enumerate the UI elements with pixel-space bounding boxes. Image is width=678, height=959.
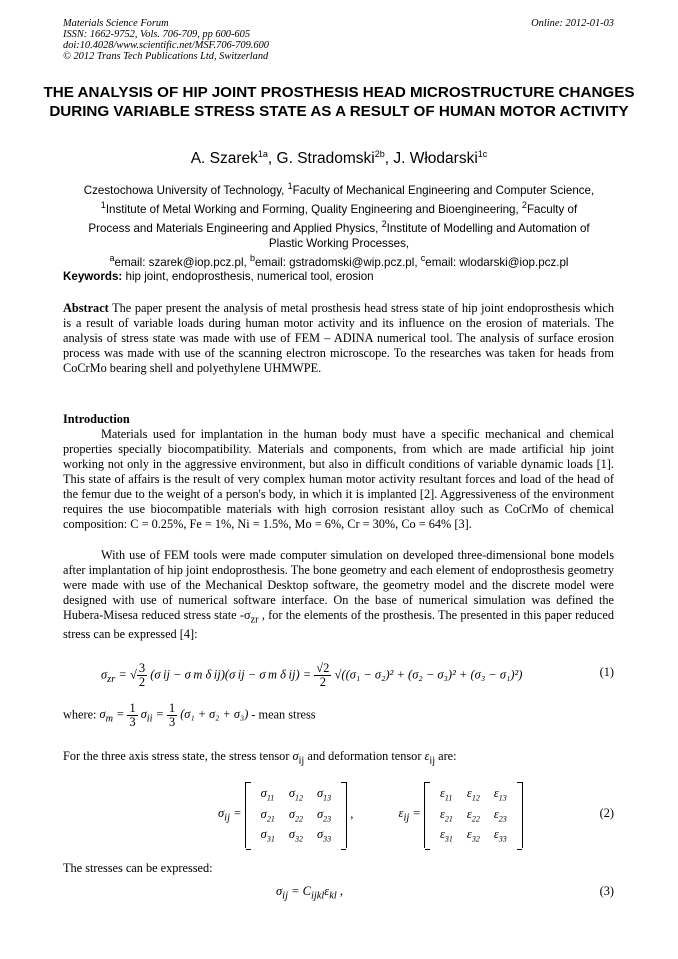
online-date: Online: 2012-01-03 <box>531 18 614 29</box>
email-sup-a: a <box>109 252 115 263</box>
stress-tensor-table <box>254 784 339 846</box>
eq1-frac2-num: √2 <box>316 661 330 675</box>
stress-tensor-matrix <box>245 782 348 848</box>
tensor-intro-sub1: ij <box>298 755 305 767</box>
deformation-tensor-cell: $\varepsilon_{13}$ <box>493 786 507 803</box>
stress-tensor-row <box>254 784 339 805</box>
where-sum: (σ₁ + σ₂ + σ₃) <box>180 707 249 722</box>
sigma-lhs-sub: ij <box>224 812 230 824</box>
aff-text-1: Czestochowa University of Technology, <box>83 183 288 197</box>
email-a: email: szarek@iop.pcz.pl, <box>114 255 250 269</box>
eq3-c-sub: ijkl <box>311 890 325 902</box>
eq1-lhs: σ <box>101 667 108 682</box>
author-3: J. Włodarski <box>393 150 478 168</box>
where-tail: - mean stress <box>248 707 316 722</box>
where-label: where: <box>63 707 97 722</box>
eq1-frac <box>137 662 147 689</box>
introduction-heading <box>63 412 614 427</box>
where-line <box>63 702 614 729</box>
aff-sup-2: 2 <box>521 199 527 210</box>
deformation-tensor-cell: $\varepsilon_{23}$ <box>493 806 507 823</box>
aff-sup-1b: 1 <box>100 199 106 210</box>
eq3-sigma-sub: ij <box>282 890 288 902</box>
authors-line: A. Szarek$^{1a}$, G. Stradomski$^{2b}$, J. Włodarski$^{1c}$ <box>190 149 488 168</box>
eq2-comma: , <box>350 807 354 822</box>
stress-tensor-cell: $\sigma_{21}$ <box>260 806 275 823</box>
introduction-label: Introduction <box>63 412 130 426</box>
intro-p2-end: , for the elements of the prosthesis. The presented in this paper reduced stress can be expressed [4]: <box>63 608 614 642</box>
eps-lhs: $\varepsilon_{ij}$ = <box>398 806 421 824</box>
paper-title: THE ANALYSIS OF HIP JOINT PROSTHESIS HEAD MICROSTRUCTURE CHANGES DURING VARIABLE STRESS STATE AS A RESULT OF HUMAN MOTOR ACTIVITY <box>43 84 635 120</box>
stress-tensor-cell: $\sigma_{12}$ <box>288 786 303 803</box>
where-frac-num: 1 <box>129 701 136 715</box>
doi-line: doi:10.4028/www.scientific.net/MSF.706-709.600 <box>63 40 269 51</box>
eq3-eps-sub: kl <box>329 890 337 902</box>
stress-tensor-cell: $\sigma_{22}$ <box>288 806 303 823</box>
aff-text-1b: Faculty of Mechanical Engineering and Computer Science, <box>292 183 595 197</box>
aff-sup-2b: 2 <box>381 218 387 229</box>
eq1-number: (1) <box>599 665 614 679</box>
deformation-tensor-cell: $\varepsilon_{32}$ <box>466 827 480 844</box>
eq2-number: (2) <box>599 806 614 820</box>
where-eq1: = <box>113 707 125 722</box>
eq1-rhs: √((σ₁ − σ₂)² + (σ₂ − σ₃)² + (σ₃ − σ₁)²) <box>334 667 523 682</box>
eq1-frac2 <box>314 662 331 689</box>
eq3-number: (3) <box>599 884 614 898</box>
email-b: email: gstradomski@wip.pcz.pl, <box>255 255 421 269</box>
eq1-lhs-sub: zr <box>107 673 116 685</box>
journal-name: Materials Science Forum <box>63 18 169 29</box>
email-c: email: wlodarski@iop.pcz.pl <box>425 255 569 269</box>
abstract-text: The paper present the analysis of metal prosthesis head stress state of hip joint endoprosthesis which is a result of variable loads during human motor activity and its influence on the erosion of materials. The analysis of stress state was made with use of FEM – ADINA numerical tool. The analysis of surface erosion process was made with use of the scanning electron microscope. To the researches was taken for heads from CoCrMo bearing shell and polyethylene UHMWPE. <box>63 301 614 375</box>
where-frac <box>127 702 137 729</box>
stress-tensor-cell: $\sigma_{23}$ <box>317 806 332 823</box>
tensor-intro-sub2: ij <box>429 755 436 767</box>
stress-tensor-cell: $\sigma_{33}$ <box>317 827 332 844</box>
stress-tensor-row <box>254 825 339 846</box>
stress-tensor-cell: $\sigma_{32}$ <box>288 827 303 844</box>
deformation-tensor-row <box>433 805 514 826</box>
eq1-frac-den: 2 <box>138 675 146 689</box>
aff-text-2: Institute of Metal Working and Forming, Quality Engineering and Bioengineering, <box>105 202 522 216</box>
author-2: G. Stradomski <box>276 150 375 168</box>
deformation-tensor-cell: $\varepsilon_{22}$ <box>466 806 480 823</box>
where-eq2: = <box>152 707 164 722</box>
tensor-intro <box>63 749 614 768</box>
eq1-mid: (σ ij − σ m δ ij)(σ ij − σ m δ ij) = <box>150 667 312 682</box>
deformation-tensor-cell: $\varepsilon_{21}$ <box>439 806 453 823</box>
keywords-label: Keywords: <box>63 270 123 283</box>
deformation-tensor-cell: $\varepsilon_{11}$ <box>439 786 453 803</box>
deformation-tensor-cell: $\varepsilon_{12}$ <box>466 786 480 803</box>
stress-tensor-cell: $\sigma_{13}$ <box>317 786 332 803</box>
stress-tensor-cell: $\sigma_{31}$ <box>260 827 275 844</box>
stress-tensor-row <box>254 805 339 826</box>
stress-tensor-cell: $\sigma_{11}$ <box>260 786 275 803</box>
deformation-tensor-matrix <box>424 782 523 848</box>
where-frac-2 <box>167 702 177 729</box>
introduction-paragraph-2 <box>63 548 614 642</box>
aff-text-3: Faculty of Process and Materials Engineering and Applied Physics, <box>88 202 578 235</box>
deformation-tensor-cell: $\varepsilon_{33}$ <box>493 827 507 844</box>
sigma-lhs-sym: σ <box>218 806 225 820</box>
eq3-mid: = C <box>287 884 311 898</box>
where-sigma-ii: σ <box>140 707 147 722</box>
where-sigma: σ <box>99 707 106 722</box>
stress-intro: The stresses can be expressed: <box>63 861 213 875</box>
author-2-sup: 2b <box>374 149 385 159</box>
eps-lhs-sub: ij <box>403 812 410 824</box>
journal-header <box>63 18 269 62</box>
equation-1: $\sigma_{zr}$ = √ $\frac{3}{2}$ (σ ij − σ m δ ij)(σ ij − σ m δ ij) = $\frac{√2}{2}$ √((σ₁ − σ₂)² + (σ₂ − σ₃)² + (σ₃ − σ₁)²) (1) <box>101 661 614 689</box>
equation-2 <box>63 782 614 848</box>
affiliations <box>82 179 596 269</box>
eq1-frac-num: 3 <box>138 661 146 675</box>
tensor-intro-c: are: <box>435 749 457 763</box>
eq1-frac2-den: 2 <box>319 675 326 689</box>
eps-lhs-sym: ε <box>398 806 404 820</box>
eq3-eps: ε <box>324 884 330 898</box>
eq3-tail: , <box>336 884 343 898</box>
intro-p2-sub: zr <box>250 614 259 626</box>
tensor-intro-sym1: σ <box>292 749 299 763</box>
issn-line: ISSN: 1662-9752, Vols. 706-709, pp 600-605 <box>63 29 251 40</box>
where-sigma-sub: m <box>105 713 114 725</box>
deformation-tensor-cell: $\varepsilon_{31}$ <box>439 827 453 844</box>
author-1: A. Szarek <box>190 150 258 168</box>
author-1-sup: 1a <box>257 149 268 159</box>
copyright-line: © 2012 Trans Tech Publications Ltd, Switzerland <box>63 51 269 62</box>
equation-3 <box>63 884 614 906</box>
eq3-sigma: σ <box>276 884 283 898</box>
aff-sup-1: 1 <box>287 181 293 191</box>
where-frac-den: 3 <box>129 715 136 729</box>
intro-p2-text: With use of FEM tools were made computer simulation on developed three-dimensional bone models after implantation of hip joint endoprosthesis. The bone geometry and each element of endoprosthesis geometry were made with use of the Mechanical Desktop software, the geometry model and the discrete model were designed with use of numerical software interface. On the base of numerical simulation was defined the Hubera-Misesa reduced stress state -σ <box>63 548 614 622</box>
where-frac2-num: 1 <box>168 701 176 715</box>
tensor-intro-sym2: ε <box>424 749 430 763</box>
where-sigma-ii-sub: ii <box>146 713 153 725</box>
where-frac2-den: 3 <box>168 715 176 729</box>
sigma-lhs: $\sigma_{ij}$ = <box>218 806 242 824</box>
keywords-text: hip joint, endoprosthesis, numerical tool, erosion <box>122 270 374 283</box>
deformation-tensor-row <box>433 784 514 805</box>
email-sup-c: c <box>420 252 426 263</box>
author-3-sup: 1c <box>477 149 488 159</box>
aff-text-4: Institute of Modelling and Automation of Plastic Working Processes, <box>268 221 590 250</box>
email-sup-b: b <box>250 252 256 263</box>
tensor-intro-b: and deformation tensor <box>304 749 425 763</box>
tensor-intro-a: For the three axis stress state, the stress tensor <box>63 749 293 763</box>
introduction-paragraph-1: Materials used for implantation in the human body must have a specific mechanical and chemical properties specially biocompatibility. Materials and components, from which are made artificial hip joint working not only in the aggressive environment, but also in difficult conditions of variable dynamic loads [1]. This state of affairs is the result of very complex human motor activity resultant forces and load of the head of the femur due to the weight of a person's body, in which it is implanted [2]. Aggressiveness of the environment requires the use biocompatible materials with high corrosion resistant alloy such as CoCrMo of chemical composition: C = 0.25%, Fe = 1%, Ni = 1.5%, Mo = 6%, Cr = 30%, Co = 64% [3]. <box>63 427 614 531</box>
abstract <box>63 301 614 376</box>
abstract-label: Abstract <box>63 301 109 315</box>
keywords <box>63 270 374 283</box>
deformation-tensor-row <box>433 825 514 846</box>
deformation-tensor-table <box>433 784 514 846</box>
